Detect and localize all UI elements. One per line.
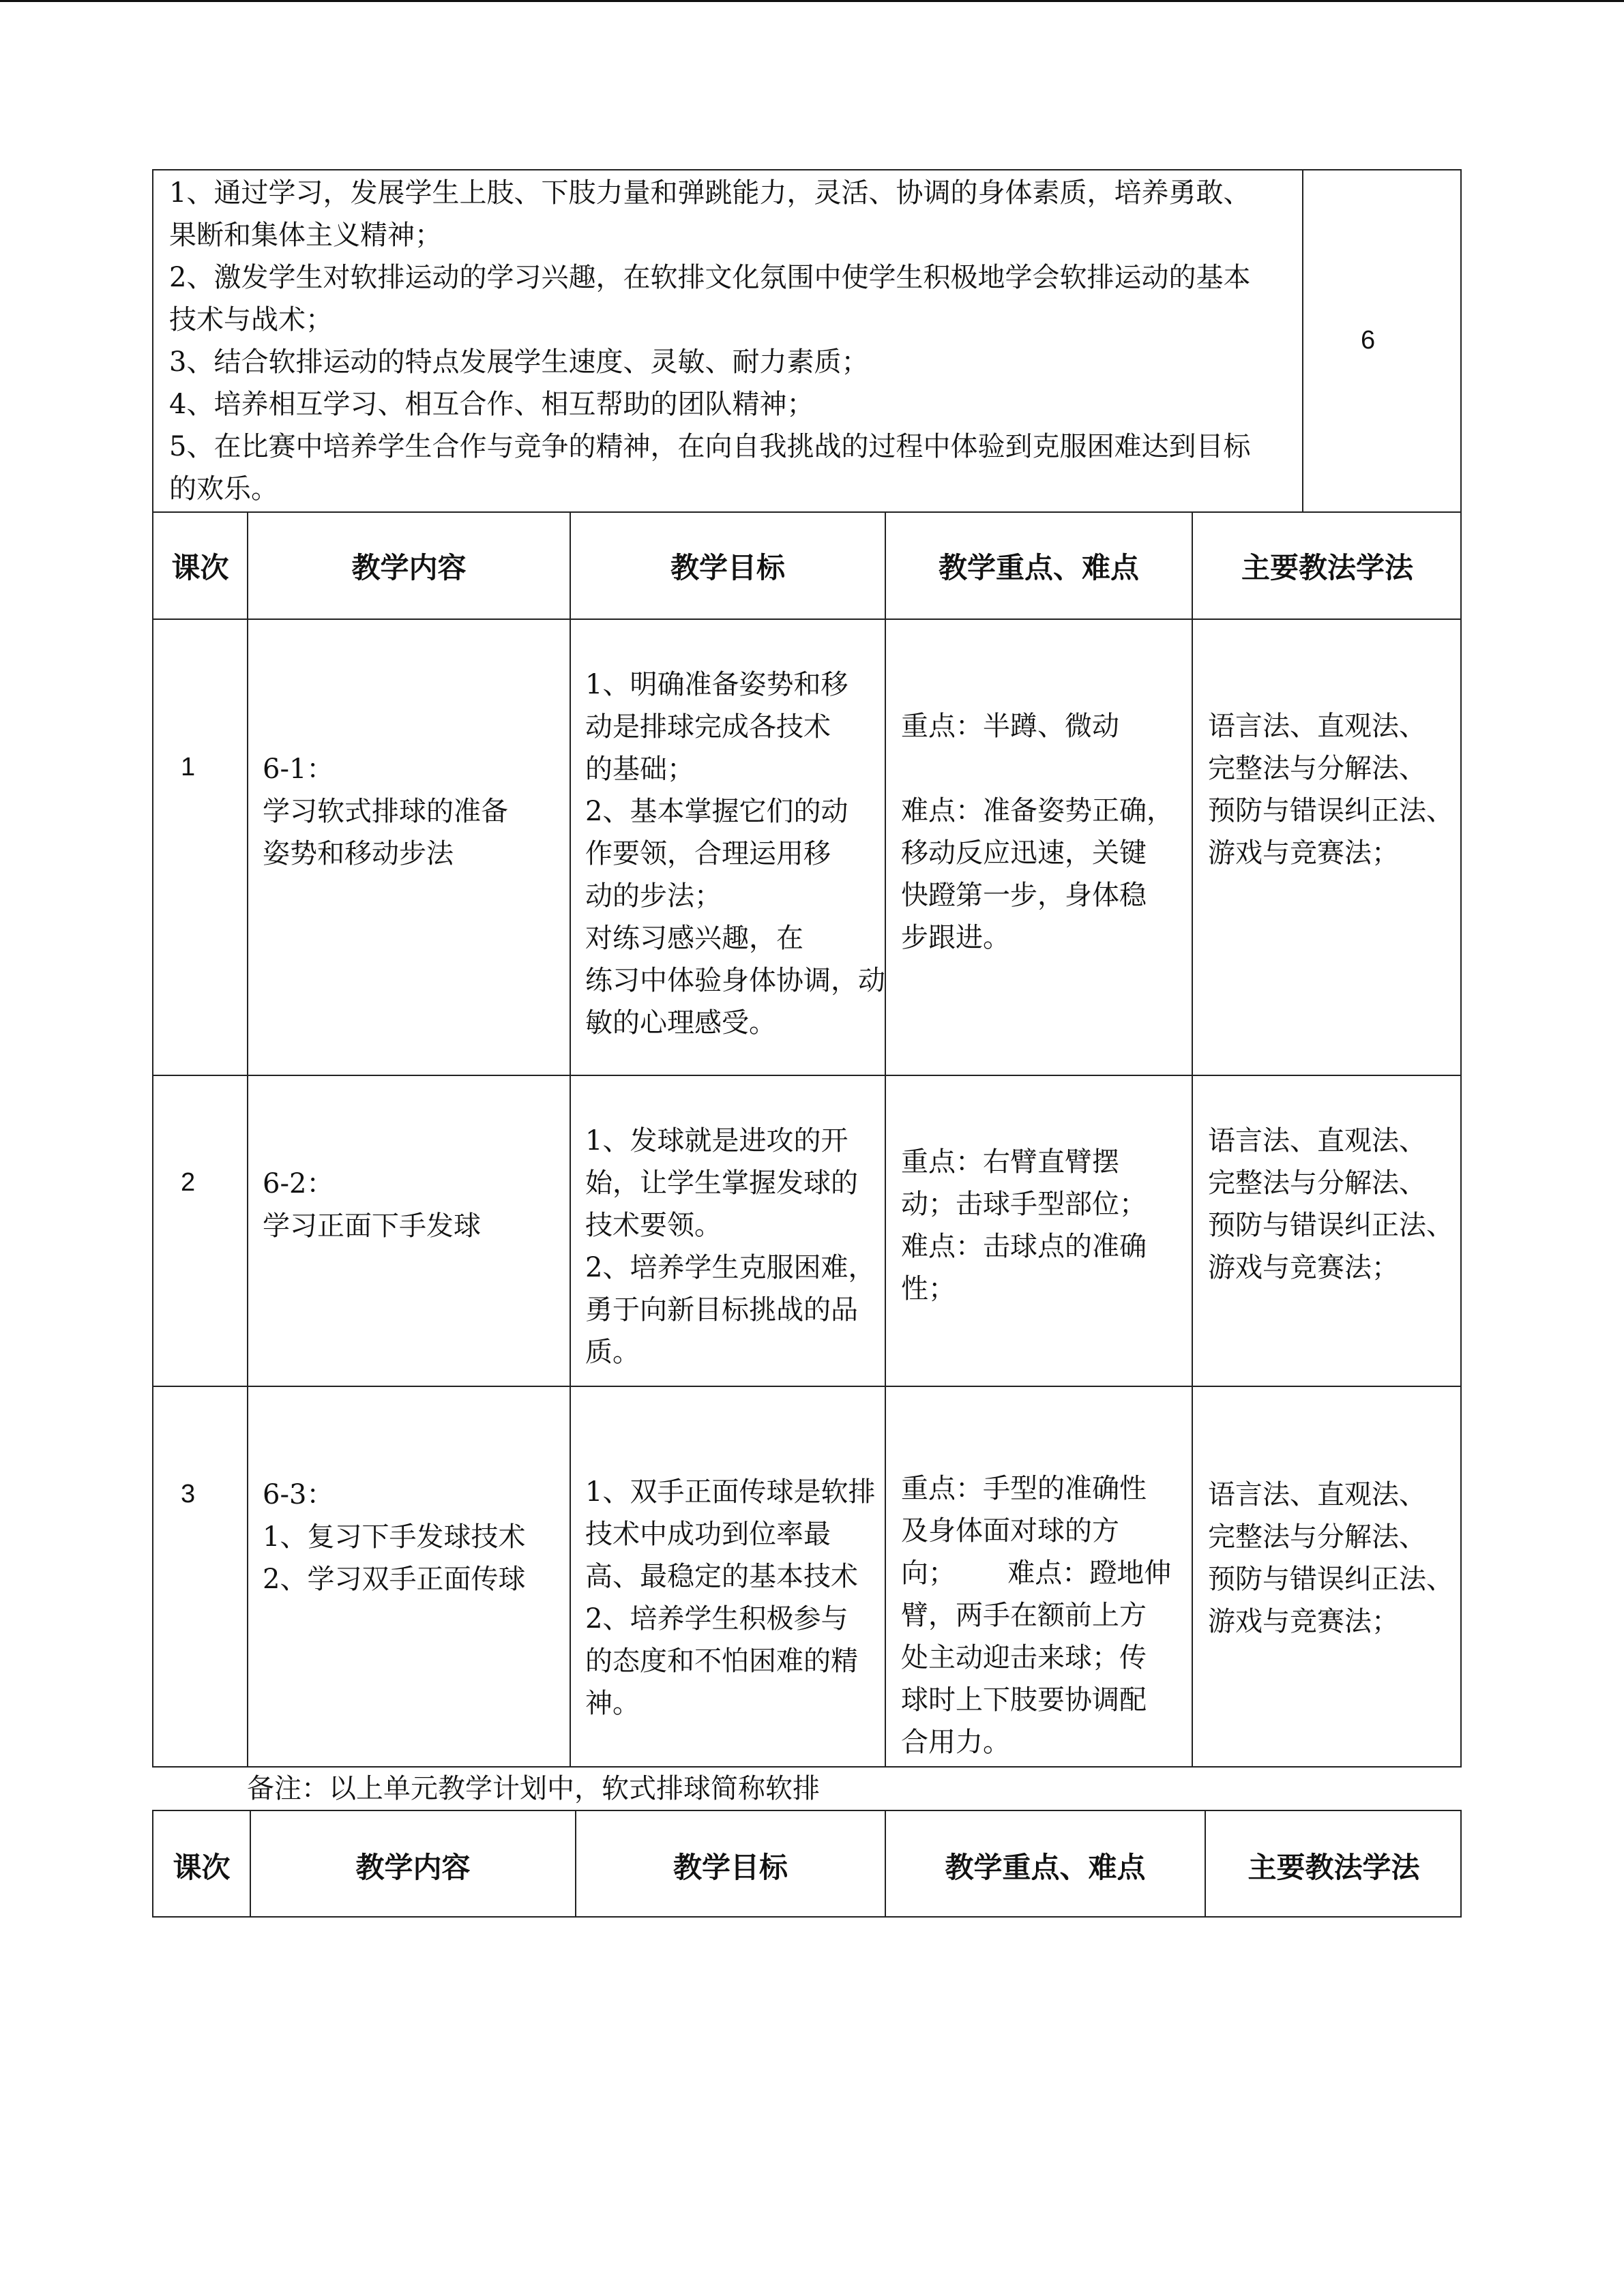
methods-line: 语言法、直观法、 xyxy=(1208,1125,1426,1157)
goals-line: 动的步法； xyxy=(585,880,722,912)
header-key-points: 教学重点、难点 xyxy=(945,1851,1146,1884)
methods-line: 语言法、直观法、 xyxy=(1208,711,1426,742)
goals-line: 的基础； xyxy=(585,754,694,785)
goals-line: 1、发球就是进攻的开 xyxy=(585,1125,848,1157)
goals-line: 2、培养学生积极参与 xyxy=(585,1603,848,1635)
goals-line: 的态度和不怕困难的精 xyxy=(585,1645,858,1677)
goals-line: 动是排球完成各技术 xyxy=(585,711,831,743)
lesson-number: 3 xyxy=(181,1480,196,1508)
lesson-content xyxy=(263,748,563,875)
header-goals: 教学目标 xyxy=(673,1851,788,1884)
goals-line: 质。 xyxy=(585,1337,640,1368)
goals-line: 高、最稳定的基本技术 xyxy=(585,1561,858,1592)
lesson-goals xyxy=(585,1471,885,1725)
header-methods: 主要教法学法 xyxy=(1247,1851,1420,1884)
key-points-line: 重点：手型的准确性 xyxy=(901,1473,1147,1504)
methods-line: 游戏与竞赛法； xyxy=(1208,1606,1399,1637)
col-divider xyxy=(570,511,571,1768)
key-points-line: 合用力。 xyxy=(901,1727,1010,1758)
key-points-line: 性； xyxy=(901,1273,956,1304)
goals-line: 勇于向新目标挑战的品 xyxy=(585,1294,858,1326)
goal-line: 1、通过学习，发展学生上肢、下肢力量和弹跳能力，灵活、协调的身体素质，培养勇敢、 xyxy=(169,177,1251,209)
content-line: 姿势和移动步法 xyxy=(263,838,454,869)
goals-line: 作要领，合理运用移 xyxy=(585,838,831,869)
goals-line: 技术中成功到位率最 xyxy=(585,1519,831,1550)
goal-line: 技术与战术； xyxy=(169,304,333,336)
goal-line: 3、结合软排运动的特点发展学生速度、灵敏、耐力素质； xyxy=(169,346,869,378)
unit-goals-divider xyxy=(1302,169,1303,513)
key-points-line: 难点：击球点的准确 xyxy=(901,1231,1147,1262)
key-points-line: 球时上下肢要协调配 xyxy=(901,1684,1147,1716)
goals-line: 1、双手正面传球是软排 xyxy=(585,1476,876,1508)
goal-line: 的欢乐。 xyxy=(169,473,278,505)
goal-line: 5、在比赛中培养学生合作与竞争的精神，在向自我挑战的过程中体验到克服困难达到目标 xyxy=(169,431,1251,462)
key-points-line: 重点：右臂直臂摆 xyxy=(901,1146,1119,1178)
lesson-methods xyxy=(1208,1120,1460,1289)
key-points-line: 移动反应迅速，关键 xyxy=(901,837,1147,869)
unit-goals-text xyxy=(169,172,1301,510)
lesson-number: 2 xyxy=(181,1168,196,1197)
content-line: 学习软式排球的准备 xyxy=(263,796,508,827)
goals-line: 技术要领。 xyxy=(585,1210,722,1241)
header-methods: 主要教法学法 xyxy=(1241,551,1413,584)
goals-line: 练习中体验身体协调，动 xyxy=(585,965,885,996)
row-divider xyxy=(152,1386,1462,1387)
goals-line: 对练习感兴趣，在 xyxy=(585,923,803,954)
key-points-line xyxy=(901,747,1187,790)
lessons-count: 6 xyxy=(1361,326,1376,355)
goal-line: 2、激发学生对软排运动的学习兴趣，在软排文化氛围中使学生积极地学会软排运动的基本 xyxy=(169,262,1251,293)
row-divider xyxy=(152,618,1462,620)
key-points-line: 向； 难点：蹬地伸 xyxy=(901,1557,1172,1589)
col-divider xyxy=(247,511,248,1768)
goals-line: 敏的心理感受。 xyxy=(585,1007,776,1039)
methods-line: 游戏与竞赛法； xyxy=(1208,1252,1399,1283)
col-divider xyxy=(1192,511,1193,1768)
methods-line: 预防与错误纠正法、 xyxy=(1208,795,1453,826)
key-points-line: 动；击球手型部位； xyxy=(901,1189,1147,1220)
content-line: 学习正面下手发球 xyxy=(263,1210,481,1242)
content-line: 2、学习双手正面传球 xyxy=(263,1564,526,1595)
content-line: 6-3： xyxy=(263,1479,334,1510)
header-content: 教学内容 xyxy=(351,551,467,584)
lesson-methods xyxy=(1208,705,1460,874)
goals-line: 始，让学生掌握发球的 xyxy=(585,1167,858,1199)
goals-line: 1、明确准备姿势和移 xyxy=(585,669,848,700)
key-points-line: 快蹬第一步，身体稳 xyxy=(901,880,1147,911)
key-points-line: 臂，两手在额前上方 xyxy=(901,1600,1147,1631)
goal-line: 4、培养相互学习、相互合作、相互帮助的团队精神； xyxy=(169,389,814,420)
lesson-number: 1 xyxy=(181,753,196,781)
header-lesson-no: 课次 xyxy=(173,1851,231,1884)
header-lesson-no: 课次 xyxy=(171,551,229,584)
methods-line: 预防与错误纠正法、 xyxy=(1208,1210,1453,1241)
lesson-key-points xyxy=(901,1141,1187,1310)
methods-line: 游戏与竞赛法； xyxy=(1208,837,1399,869)
key-points-line: 及身体面对球的方 xyxy=(901,1515,1119,1547)
goals-line: 2、基本掌握它们的动 xyxy=(585,796,848,827)
key-points-line: 重点：半蹲、微动 xyxy=(901,711,1119,742)
goal-line: 果断和集体主义精神； xyxy=(169,220,442,251)
methods-line: 语言法、直观法、 xyxy=(1208,1479,1426,1510)
content-line: 6-2： xyxy=(263,1168,334,1199)
page-top-border xyxy=(0,0,1624,2)
lesson-key-points xyxy=(901,1467,1187,1763)
header-key-points: 教学重点、难点 xyxy=(938,551,1139,584)
header-goals: 教学目标 xyxy=(670,551,785,584)
key-points-line: 步跟进。 xyxy=(901,922,1010,953)
key-points-line: 难点：准备姿势正确， xyxy=(901,795,1174,826)
methods-line: 完整法与分解法、 xyxy=(1208,1521,1426,1553)
header-content: 教学内容 xyxy=(355,1851,471,1884)
methods-line: 预防与错误纠正法、 xyxy=(1208,1564,1453,1595)
methods-line: 完整法与分解法、 xyxy=(1208,753,1426,784)
content-line: 1、复习下手发球技术 xyxy=(263,1521,526,1553)
lesson-content xyxy=(263,1163,563,1247)
lesson-content xyxy=(263,1474,563,1600)
lesson-goals xyxy=(585,1120,885,1373)
key-points-line: 处主动迎击来球；传 xyxy=(901,1642,1147,1673)
goals-line: 神。 xyxy=(585,1688,640,1719)
lesson-key-points xyxy=(901,705,1187,959)
row-divider xyxy=(152,1075,1462,1076)
lesson-methods xyxy=(1208,1474,1460,1643)
goals-line: 2、培养学生克服困难， xyxy=(585,1252,876,1283)
methods-line: 完整法与分解法、 xyxy=(1208,1167,1426,1199)
lesson-goals xyxy=(585,664,885,1044)
table-note: 备注：以上单元教学计划中，软式排球简称软排 xyxy=(247,1773,820,1804)
content-line: 6-1： xyxy=(263,754,334,785)
